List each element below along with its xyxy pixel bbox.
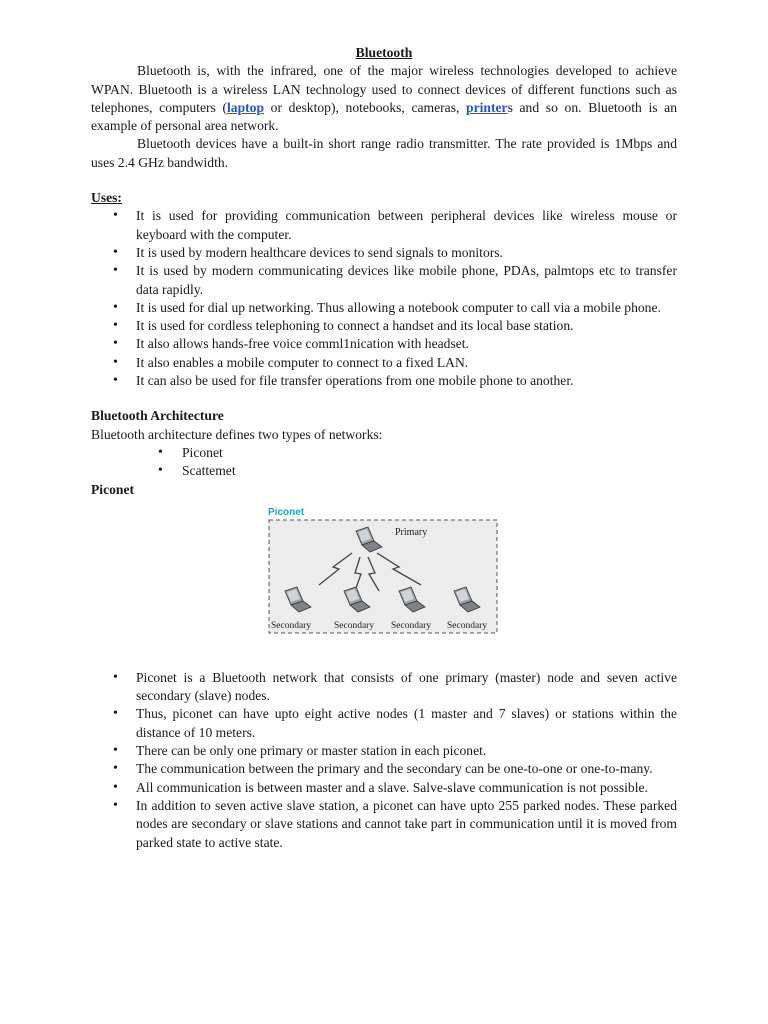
primary-label: Primary xyxy=(395,526,428,538)
uses-heading: Uses: xyxy=(91,190,122,206)
spacer xyxy=(91,172,677,189)
spacer xyxy=(91,390,677,407)
laptop-link[interactable]: laptop xyxy=(227,99,265,115)
piconet-list xyxy=(91,669,677,852)
figure-caption: Piconet xyxy=(268,506,305,518)
printer-link[interactable]: printer xyxy=(466,99,508,115)
secondary-label: Secondary xyxy=(447,620,488,631)
list-item: • It also enables a mobile computer to connect to a fixed LAN. xyxy=(91,354,677,372)
list-item: • It is used for dial up networking. Thus allowing a notebook computer to call via a mobile phone. xyxy=(91,299,677,317)
list-item: • It also allows hands-free voice comml1nication with headset. xyxy=(91,335,677,353)
piconet-heading: Piconet xyxy=(91,481,135,497)
list-item: • Scattemet xyxy=(91,462,677,480)
piconet-diagram xyxy=(267,505,499,637)
list-item: • In addition to seven active slave station, a piconet can have upto 255 parked nodes. These parked nodes are secondary or slave stations and cannot take part in communication until it is moved from parked state to active state. xyxy=(91,797,677,852)
intro-paragraph-1: Bluetooth is, with the infrared, one of the major wireless technologies developed to achieve WPAN. Bluetooth is a wireless LAN technology used to connect devices of different functions such as telephones, computers (laptop or desktop), notebooks, cameras, printers and so on. Bluetooth is an example of personal area network. xyxy=(91,63,678,134)
architecture-heading: Bluetooth Architecture xyxy=(91,408,224,424)
list-item: • It is used for providing communication between peripheral devices like wireless mouse or keyboard with the computer. xyxy=(91,207,677,244)
secondary-label: Secondary xyxy=(334,620,375,631)
intro-paragraph-2: Bluetooth devices have a built-in short range radio transmitter. The rate provided is 1Mbps and uses 2.4 GHz bandwidth. xyxy=(91,136,677,170)
list-item: • All communication is between master and a slave. Salve-slave communication is not possible. xyxy=(91,779,677,797)
document-page xyxy=(91,44,677,852)
list-item: • It is used by modern communicating devices like mobile phone, PDAs, palmtops etc to transfer data rapidly. xyxy=(91,262,677,299)
page-title: Bluetooth xyxy=(355,45,413,60)
secondary-label: Secondary xyxy=(391,620,432,631)
list-item: • It is used for cordless telephoning to connect a handset and its local base station. xyxy=(91,317,677,335)
list-item: • The communication between the primary and the secondary can be one-to-one or one-to-many. xyxy=(91,760,677,778)
list-item: • It can also be used for file transfer operations from one mobile phone to another. xyxy=(91,372,677,390)
list-item: • It is used by modern healthcare devices to send signals to monitors. xyxy=(91,244,677,262)
architecture-intro: Bluetooth architecture defines two types of networks: xyxy=(91,426,383,442)
network-types-list xyxy=(91,444,677,481)
uses-list xyxy=(91,207,677,390)
list-item: • Piconet is a Bluetooth network that consists of one primary (master) node and seven active secondary (slave) nodes. xyxy=(91,669,677,706)
list-item: • Thus, piconet can have upto eight active nodes (1 master and 7 slaves) or stations within the distance of 10 meters. xyxy=(91,705,677,742)
piconet-figure-wrapper xyxy=(91,505,677,657)
piconet-boundary xyxy=(269,520,497,633)
piconet-figure xyxy=(267,505,499,637)
list-item: • Piconet xyxy=(91,444,677,462)
list-item: • There can be only one primary or master station in each piconet. xyxy=(91,742,677,760)
secondary-label: Secondary xyxy=(271,620,312,631)
